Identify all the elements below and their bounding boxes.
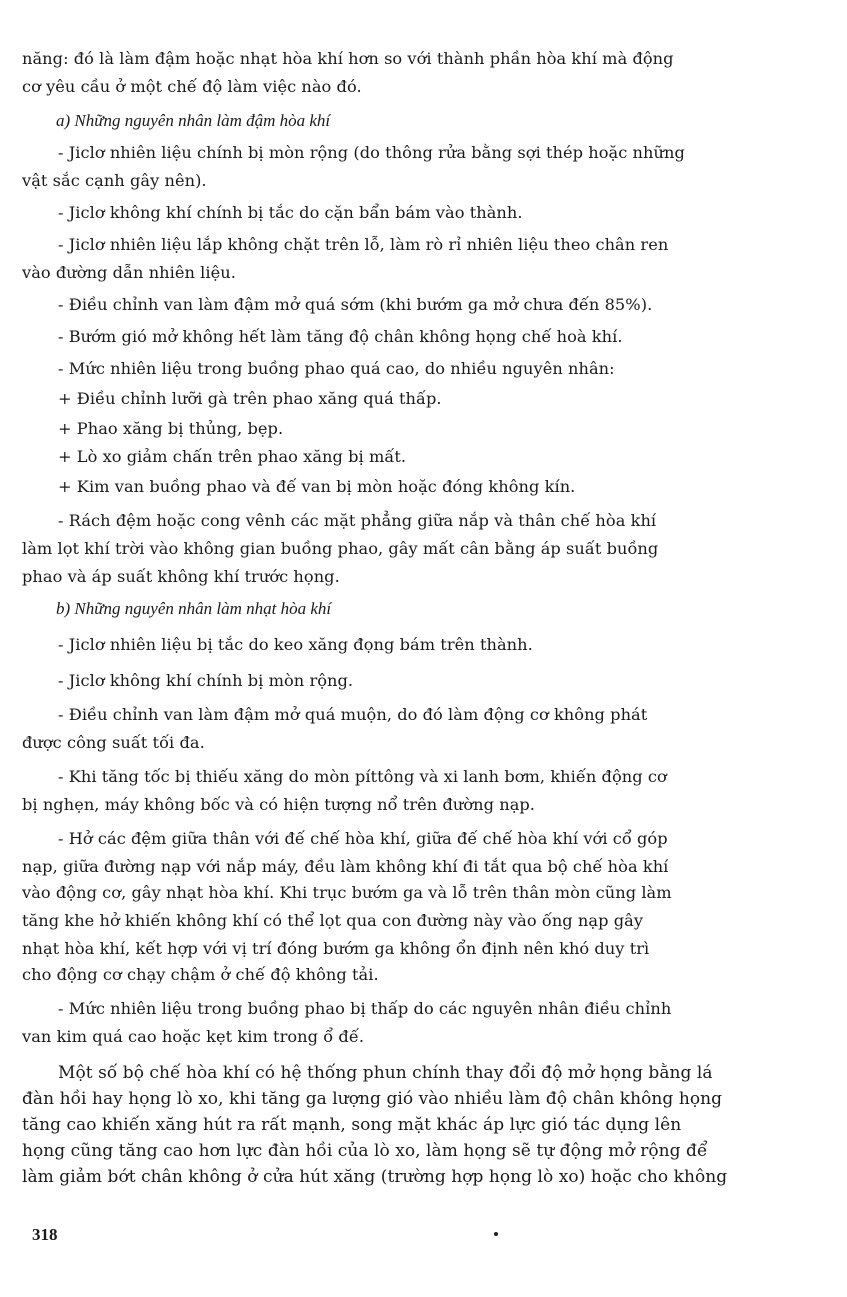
text-line: bị nghẹn, máy không bốc và có hiện tượng nổ trên đường nạp. <box>22 795 536 814</box>
text-line: - Jiclơ không khí chính bị mòn rộng. <box>58 671 354 690</box>
text-line: van kim quá cao hoặc kẹt kim trong ổ đế. <box>22 1027 365 1046</box>
text-line: - Khi tăng tốc bị thiếu xăng do mòn píttông và xi lanh bơm, khiến động cơ <box>58 767 667 786</box>
text-line: cho động cơ chạy chậm ở chế độ không tải. <box>22 965 379 984</box>
text-line: đàn hồi hay họng lò xo, khi tăng ga lượng gió vào nhiều làm độ chân không họng <box>22 1089 723 1109</box>
text-line: năng: đó là làm đậm hoặc nhạt hòa khí hơn so với thành phần hòa khí mà động <box>22 49 674 68</box>
text-line: - Điều chỉnh van làm đậm mở quá sớm (khi bướm ga mở chưa đến 85%). <box>58 295 653 314</box>
text-line: tăng khe hở khiến không khí có thể lọt qua con đường này vào ống nạp gây <box>22 911 644 930</box>
section-heading-b: b) Những nguyên nhân làm nhạt hòa khí <box>56 599 332 618</box>
text-line: nạp, giữa đường nạp với nắp máy, đều làm không khí đi tắt qua bộ chế hòa khí <box>22 857 669 876</box>
text-line: tăng cao khiến xăng hút ra rất mạnh, song mặt khác áp lực gió tác dụng lên <box>22 1115 682 1135</box>
section-heading-a: a) Những nguyên nhân làm đậm hòa khí <box>56 111 331 130</box>
text-line: + Lò xo giảm chấn trên phao xăng bị mất. <box>58 447 407 466</box>
text-line: - Rách đệm hoặc cong vênh các mặt phẳng giữa nắp và thân chế hòa khí <box>58 511 657 530</box>
text-line: vật sắc cạnh gây nên). <box>22 171 207 190</box>
text-line: + Kim van buồng phao và đế van bị mòn hoặc đóng không kín. <box>58 477 576 496</box>
text-line: họng cũng tăng cao hơn lực đàn hồi của lò xo, làm họng sẽ tự động mở rộng để <box>22 1141 708 1161</box>
text-line: nhạt hòa khí, kết hợp với vị trí đóng bướm ga không ổn định nên khó duy trì <box>22 939 650 958</box>
ink-speck <box>494 1232 498 1236</box>
text-line: làm lọt khí trời vào không gian buồng phao, gây mất cân bằng áp suất buồng <box>22 539 659 558</box>
text-line: được công suất tối đa. <box>22 733 205 752</box>
text-line: - Jiclơ không khí chính bị tắc do cặn bẩn bám vào thành. <box>58 203 523 222</box>
text-line: làm giảm bớt chân không ở cửa hút xăng (trường hợp họng lò xo) hoặc cho không <box>22 1167 728 1187</box>
text-line: - Jiclơ nhiên liệu chính bị mòn rộng (do thông rửa bằng sợi thép hoặc những <box>58 143 685 162</box>
text-line: - Jiclơ nhiên liệu lắp không chặt trên lỗ, làm rò rỉ nhiên liệu theo chân ren <box>58 235 669 254</box>
text-line: + Điều chỉnh lưỡi gà trên phao xăng quá thấp. <box>58 389 442 408</box>
page-number: 318 <box>32 1225 58 1244</box>
text-line: cơ yêu cầu ở một chế độ làm việc nào đó. <box>22 77 362 96</box>
text-line: - Hở các đệm giữa thân với đế chế hòa khí, giữa đế chế hòa khí với cổ góp <box>58 829 668 848</box>
text-line: - Điều chỉnh van làm đậm mở quá muộn, do đó làm động cơ không phát <box>58 705 648 724</box>
text-line: vào động cơ, gây nhạt hòa khí. Khi trục bướm ga và lỗ trên thân mòn cũng làm <box>22 883 672 902</box>
text-line: - Mức nhiên liệu trong buồng phao bị thấp do các nguyên nhân điều chỉnh <box>58 999 672 1018</box>
text-line: - Jiclơ nhiên liệu bị tắc do keo xăng đọng bám trên thành. <box>58 635 533 654</box>
text-line: Một số bộ chế hòa khí có hệ thống phun chính thay đổi độ mở họng bằng lá <box>58 1063 713 1083</box>
text-line: vào đường dẫn nhiên liệu. <box>22 263 236 282</box>
text-line: phao và áp suất không khí trước họng. <box>22 567 340 586</box>
text-line: - Mức nhiên liệu trong buồng phao quá cao, do nhiều nguyên nhân: <box>58 359 615 378</box>
text-line: + Phao xăng bị thủng, bẹp. <box>58 419 284 438</box>
text-line: - Bướm gió mở không hết làm tăng độ chân không họng chế hoà khí. <box>58 327 623 346</box>
